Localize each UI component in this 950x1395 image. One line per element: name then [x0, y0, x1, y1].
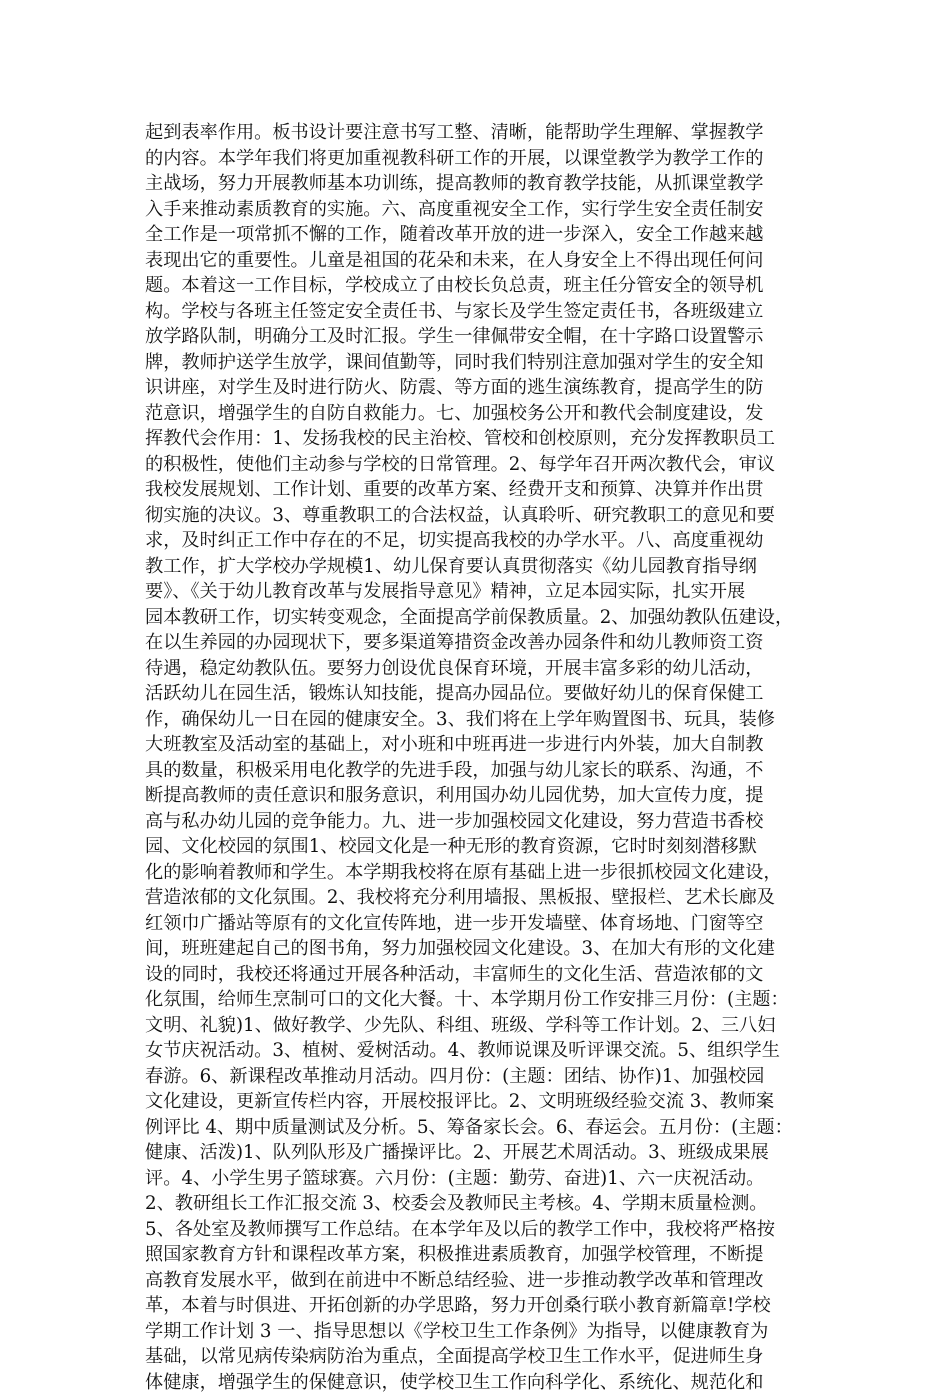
- text-line: 评。4、小学生男子篮球赛。六月份：(主题：勤劳、奋进)1、六一庆祝活动。: [145, 1166, 810, 1192]
- text-line: 牌，教师护送学生放学，课间值勤等，同时我们特别注意加强对学生的安全知: [145, 350, 810, 376]
- text-line: 女节庆祝活动。3、植树、爱树活动。4、教师说课及听评课交流。5、组织学生: [145, 1038, 810, 1064]
- text-line: 设的同时，我校还将通过开展各种活动，丰富师生的文化生活、营造浓郁的文: [145, 962, 810, 988]
- text-line: 文化建设，更新宣传栏内容，开展校报评比。2、文明班级经验交流 3、教师案: [145, 1089, 810, 1115]
- text-line: 大班教室及活动室的基础上，对小班和中班再进一步进行内外装，加大自制教: [145, 732, 810, 758]
- text-line: 例评比 4、期中质量测试及分析。5、筹备家长会。6、春运会。五月份：(主题：: [145, 1115, 810, 1141]
- text-line: 要》、《关于幼儿教育改革与发展指导意见》精神，立足本园实际，扎实开展: [145, 579, 810, 605]
- text-line: 红领巾广播站等原有的文化宣传阵地，进一步开发墙壁、体育场地、门窗等空: [145, 911, 810, 937]
- text-line: 表现出它的重要性。儿童是祖国的花朵和未来，在人身安全上不得出现任何问: [145, 248, 810, 274]
- text-line: 照国家教育方针和课程改革方案，积极推进素质教育，加强学校管理，不断提: [145, 1242, 810, 1268]
- text-line: 构。学校与各班主任签定安全责任书、与家长及学生签定责任书，各班级建立: [145, 299, 810, 325]
- text-line: 高教育发展水平，做到在前进中不断总结经验、进一步推动教学改革和管理改: [145, 1268, 810, 1294]
- text-line: 全工作是一项常抓不懈的工作，随着改革开放的进一步深入，安全工作越来越: [145, 222, 810, 248]
- text-line: 范意识，增强学生的自防自救能力。七、加强校务公开和教代会制度建设，发: [145, 401, 810, 427]
- text-line: 的内容。本学年我们将更加重视教科研工作的开展，以课堂教学为教学工作的: [145, 146, 810, 172]
- text-line: 活跃幼儿在园生活，锻炼认知技能，提高办园品位。要做好幼儿的保育保健工: [145, 681, 810, 707]
- text-line: 我校发展规划、工作计划、重要的改革方案、经费开支和预算、决算并作出贯: [145, 477, 810, 503]
- text-line: 挥教代会作用：1、发扬我校的民主治校、管校和创校原则，充分发挥教职员工: [145, 426, 810, 452]
- text-line: 营造浓郁的文化氛围。2、我校将充分利用墙报、黑板报、壁报栏、艺术长廊及: [145, 885, 810, 911]
- text-line: 学期工作计划 3 一、指导思想以《学校卫生工作条例》为指导，以健康教育为: [145, 1319, 810, 1345]
- text-line: 基础，以常见病传染病防治为重点，全面提高学校卫生工作水平，促进师生身: [145, 1344, 810, 1370]
- text-line: 高与私办幼儿园的竞争能力。九、进一步加强校园文化建设，努力营造书香校: [145, 809, 810, 835]
- text-line: 健康、活泼)1、队列队形及广播操评比。2、开展艺术周活动。3、班级成果展: [145, 1140, 810, 1166]
- body-text: [145, 120, 810, 1395]
- text-line: 起到表率作用。板书设计要注意书写工整、清晰，能帮助学生理解、掌握教学: [145, 120, 810, 146]
- text-line: 识讲座，对学生及时进行防火、防震、等方面的逃生演练教育，提高学生的防: [145, 375, 810, 401]
- text-line: 园、文化校园的氛围1、校园文化是一种无形的教育资源，它时时刻刻潜移默: [145, 834, 810, 860]
- text-line: 教工作，扩大学校办学规模1、幼儿保育要认真贯彻落实《幼儿园教育指导纲: [145, 554, 810, 580]
- text-line: 题。本着这一工作目标，学校成立了由校长负总责，班主任分管安全的领导机: [145, 273, 810, 299]
- text-line: 文明、礼貌)1、做好教学、少先队、科组、班级、学科等工作计划。2、三八妇: [145, 1013, 810, 1039]
- text-line: 化的影响着教师和学生。本学期我校将在原有基础上进一步很抓校园文化建设，: [145, 860, 810, 886]
- text-line: 间，班班建起自己的图书角，努力加强校园文化建设。3、在加大有形的文化建: [145, 936, 810, 962]
- text-line: 放学路队制，明确分工及时汇报。学生一律佩带安全帽，在十字路口设置警示: [145, 324, 810, 350]
- text-line: 园本教研工作，切实转变观念，全面提高学前保教质量。2、加强幼教队伍建设，: [145, 605, 810, 631]
- text-line: 化氛围，给师生烹制可口的文化大餐。十、本学期月份工作安排三月份：(主题：: [145, 987, 810, 1013]
- text-line: 主战场，努力开展教师基本功训练，提高教师的教育教学技能，从抓课堂教学: [145, 171, 810, 197]
- text-line: 求，及时纠正工作中存在的不足，切实提高我校的办学水平。八、高度重视幼: [145, 528, 810, 554]
- text-line: 断提高教师的责任意识和服务意识，利用国办幼儿园优势，加大宣传力度，提: [145, 783, 810, 809]
- text-line: 的积极性，使他们主动参与学校的日常管理。2、每学年召开两次教代会，审议: [145, 452, 810, 478]
- text-line: 彻实施的决议。3、尊重教职工的合法权益，认真聆听、研究教职工的意见和要: [145, 503, 810, 529]
- text-line: 入手来推动素质教育的实施。六、高度重视安全工作，实行学生安全责任制安: [145, 197, 810, 223]
- text-line: 待遇，稳定幼教队伍。要努力创设优良保育环境，开展丰富多彩的幼儿活动，: [145, 656, 810, 682]
- text-line: 作，确保幼儿一日在园的健康安全。3、我们将在上学年购置图书、玩具，装修: [145, 707, 810, 733]
- text-line: 5、各处室及教师撰写工作总结。在本学年及以后的教学工作中，我校将严格按: [145, 1217, 810, 1243]
- text-line: 在以生养园的办园现状下，要多渠道筹措资金改善办园条件和幼儿教师资工资: [145, 630, 810, 656]
- text-line: 春游。6、新课程改革推动月活动。四月份：(主题：团结、协作)1、加强校园: [145, 1064, 810, 1090]
- text-line: 革，本着与时俱进、开拓创新的办学思路，努力开创桑行联小教育新篇章!学校: [145, 1293, 810, 1319]
- text-line: 体健康，增强学生的保健意识，使学校卫生工作向科学化、系统化、规范化和: [145, 1370, 810, 1395]
- text-line: 具的数量，积极采用电化教学的先进手段，加强与幼儿家长的联系、沟通，不: [145, 758, 810, 784]
- text-line: 2、教研组长工作汇报交流 3、校委会及教师民主考核。4、学期末质量检测。: [145, 1191, 810, 1217]
